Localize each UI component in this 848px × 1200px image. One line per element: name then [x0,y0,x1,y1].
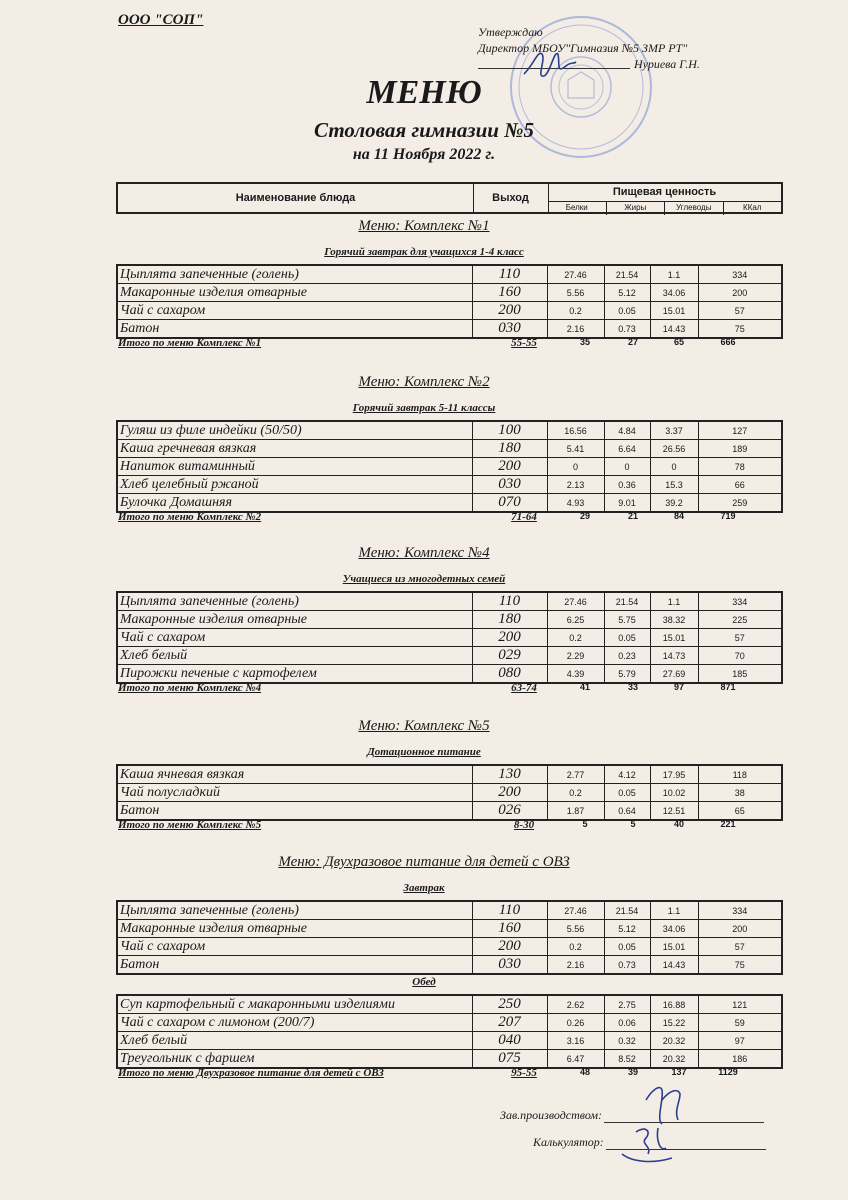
total-fat: 21 [627,511,638,521]
total-output: 95-55 [511,1067,537,1079]
total-kcal: 221 [720,819,736,829]
dish-carbs: 15.22 [650,1014,698,1032]
menu-group-title: Горячий завтрак 5-11 классы [352,402,496,414]
header-name: Наименование блюда [118,184,474,212]
total-fat: 39 [627,1067,638,1077]
total-label: Итого по меню Двухразовое питание для детей с ОВЗ [118,1067,384,1079]
dish-kcal: 200 [698,920,782,938]
dish-output: 030 [472,956,547,975]
total-kcal: 719 [720,511,736,521]
dish-name: Булочка Домашняя [117,494,472,513]
menu-table [116,994,783,1069]
table-row [117,802,782,821]
dish-kcal: 334 [698,901,782,920]
dish-protein: 6.25 [547,611,604,629]
approval-line-3: Нуриева Г.Н. [634,57,700,71]
total-label: Итого по меню Комплекс №5 [118,819,262,831]
table-row [117,647,782,665]
dish-fat: 0.32 [604,1032,650,1050]
menu-table [116,420,783,513]
menu-total [116,511,783,525]
dish-protein: 4.93 [547,494,604,513]
dish-fat: 21.54 [604,592,650,611]
dish-fat: 4.12 [604,765,650,784]
menu-group-title: Горячий завтрак для учащихся 1-4 класс [324,246,524,258]
dish-name: Батон [117,956,472,975]
total-output: 55-55 [511,337,537,349]
dish-fat: 5.12 [604,284,650,302]
total-label: Итого по меню Комплекс №4 [118,682,262,694]
menu-total [116,819,783,833]
dish-protein: 5.56 [547,284,604,302]
dish-carbs: 27.69 [650,665,698,684]
dish-name: Батон [117,802,472,821]
dish-fat: 0.05 [604,302,650,320]
total-kcal: 1129 [718,1067,738,1077]
dish-protein: 2.16 [547,956,604,975]
dish-carbs: 15.01 [650,938,698,956]
dish-output: 075 [472,1050,547,1069]
dish-name: Треугольник с фаршем [117,1050,472,1069]
dish-carbs: 34.06 [650,284,698,302]
page-title: МЕНЮ [366,74,482,111]
header-carbs: Углеводы [665,202,724,215]
dish-fat: 5.79 [604,665,650,684]
dish-fat: 21.54 [604,901,650,920]
table-row [117,476,782,494]
calculator-signature [612,1118,692,1168]
dish-protein: 3.16 [547,1032,604,1050]
dish-kcal: 225 [698,611,782,629]
total-label: Итого по меню Комплекс №1 [118,337,262,349]
table-row [117,1032,782,1050]
dish-kcal: 121 [698,995,782,1014]
dish-kcal: 38 [698,784,782,802]
dish-name: Хлеб белый [117,647,472,665]
dish-name: Макаронные изделия отварные [117,284,472,302]
header-kcal: ККал [743,203,762,212]
dish-carbs: 16.88 [650,995,698,1014]
dish-output: 130 [472,765,547,784]
table-row [117,938,782,956]
dish-fat: 0.05 [604,938,650,956]
dish-kcal: 185 [698,665,782,684]
dish-carbs: 1.1 [650,265,698,284]
dish-output: 200 [472,458,547,476]
dish-fat: 0.36 [604,476,650,494]
dish-name: Каша гречневая вязкая [117,440,472,458]
dish-output: 200 [472,302,547,320]
menu-group-title: Дотационное питание [367,746,481,758]
dish-kcal: 78 [698,458,782,476]
total-fat: 5 [630,819,636,829]
total-label: Итого по меню Комплекс №2 [118,511,262,523]
total-carbs: 40 [673,819,684,829]
dish-kcal: 57 [698,629,782,647]
dish-carbs: 3.37 [650,421,698,440]
dish-kcal: 66 [698,476,782,494]
table-row [117,1050,782,1069]
dish-carbs: 12.51 [650,802,698,821]
dish-name: Чай с сахаром [117,938,472,956]
table-row [117,629,782,647]
dish-fat: 0.73 [604,956,650,975]
dish-name: Цыплята запеченные (голень) [117,265,472,284]
dish-kcal: 59 [698,1014,782,1032]
dish-protein: 0.2 [547,302,604,320]
dish-kcal: 186 [698,1050,782,1069]
menu-table [116,764,783,821]
dish-output: 026 [472,802,547,821]
menu-date: на 11 Ноября 2022 г. [352,146,496,163]
total-fat: 33 [627,682,638,692]
approval-line-2: Директор МБОУ"Гимназия №5 ЗМР РТ" [478,41,688,55]
menu-table [116,591,783,684]
table-row [117,284,782,302]
total-protein: 29 [579,511,590,521]
dish-carbs: 39.2 [650,494,698,513]
total-protein: 41 [579,682,590,692]
dish-output: 200 [472,784,547,802]
dish-output: 029 [472,647,547,665]
organization-name: ООО "СОП" [118,12,204,28]
dish-protein: 0.2 [547,784,604,802]
menu-section-title: Меню: Комплекс №4 [358,545,490,561]
total-carbs: 84 [673,511,684,521]
menu-group-title: Завтрак [403,882,445,894]
dish-name: Макаронные изделия отварные [117,920,472,938]
dish-protein: 27.46 [547,592,604,611]
dish-fat: 5.75 [604,611,650,629]
dish-output: 250 [472,995,547,1014]
dish-protein: 0.2 [547,629,604,647]
total-carbs: 65 [673,337,684,347]
dish-kcal: 334 [698,592,782,611]
dish-output: 110 [472,901,547,920]
approval-line-1: Утверждаю [478,25,543,39]
dish-output: 070 [472,494,547,513]
dish-carbs: 38.32 [650,611,698,629]
table-row [117,320,782,339]
total-kcal: 666 [720,337,736,347]
dish-name: Макаронные изделия отварные [117,611,472,629]
total-output: 8-30 [513,819,535,831]
dish-name: Чай полусладкий [117,784,472,802]
dish-protein: 0 [547,458,604,476]
dish-output: 030 [472,320,547,339]
table-row [117,920,782,938]
dish-carbs: 20.32 [650,1032,698,1050]
dish-output: 180 [472,611,547,629]
approval-block [478,24,700,72]
menu-section-title: Меню: Комплекс №2 [358,374,490,390]
header-protein: Белки [548,202,607,215]
dish-protein: 2.77 [547,765,604,784]
dish-kcal: 70 [698,647,782,665]
dish-protein: 5.56 [547,920,604,938]
dish-output: 080 [472,665,547,684]
total-carbs: 97 [673,682,684,692]
dish-output: 200 [472,938,547,956]
dish-name: Гуляш из филе индейки (50/50) [117,421,472,440]
dish-kcal: 259 [698,494,782,513]
dish-output: 040 [472,1032,547,1050]
dish-fat: 0.05 [604,784,650,802]
menu-total [116,337,783,351]
table-row [117,592,782,611]
dish-output: 207 [472,1014,547,1032]
dish-carbs: 14.43 [650,956,698,975]
total-protein: 5 [582,819,588,829]
dish-output: 100 [472,421,547,440]
dish-fat: 5.12 [604,920,650,938]
dish-fat: 0.64 [604,802,650,821]
dish-protein: 2.13 [547,476,604,494]
menu-total [116,1067,783,1081]
table-row [117,901,782,920]
table-row [117,265,782,284]
dish-kcal: 189 [698,440,782,458]
total-output: 63-74 [511,682,537,694]
dish-fat: 4.84 [604,421,650,440]
dish-name: Суп картофельный с макаронными изделиями [117,995,472,1014]
table-row [117,1014,782,1032]
menu-section-title: Меню: Комплекс №5 [358,718,490,734]
dish-protein: 2.16 [547,320,604,339]
total-protein: 35 [579,337,590,347]
dish-name: Чай с сахаром [117,629,472,647]
dish-name: Цыплята запеченные (голень) [117,592,472,611]
dish-protein: 4.39 [547,665,604,684]
dish-protein: 16.56 [547,421,604,440]
table-header [116,182,783,214]
footer-chef-label: Зав.производством: [500,1108,603,1122]
dish-fat: 0.23 [604,647,650,665]
dish-output: 160 [472,920,547,938]
table-row [117,494,782,513]
dish-output: 200 [472,629,547,647]
dish-kcal: 127 [698,421,782,440]
dish-carbs: 20.32 [650,1050,698,1069]
table-row [117,995,782,1014]
dish-kcal: 97 [698,1032,782,1050]
dish-fat: 0.06 [604,1014,650,1032]
dish-name: Цыплята запеченные (голень) [117,901,472,920]
dish-kcal: 200 [698,284,782,302]
dish-name: Пирожки печеные с картофелем [117,665,472,684]
dish-protein: 5.41 [547,440,604,458]
dish-output: 110 [472,265,547,284]
dish-kcal: 75 [698,956,782,975]
dish-name: Напиток витаминный [117,458,472,476]
table-row [117,611,782,629]
dish-carbs: 26.56 [650,440,698,458]
total-protein: 48 [579,1067,590,1077]
dish-name: Чай с сахаром с лимоном (200/7) [117,1014,472,1032]
menu-table [116,900,783,975]
dish-fat: 9.01 [604,494,650,513]
dish-carbs: 15.01 [650,629,698,647]
total-kcal: 871 [720,682,736,692]
table-row [117,784,782,802]
dish-carbs: 1.1 [650,901,698,920]
table-row [117,458,782,476]
menu-total [116,682,783,696]
table-row [117,765,782,784]
table-row [117,440,782,458]
dish-kcal: 57 [698,938,782,956]
dish-protein: 1.87 [547,802,604,821]
dish-carbs: 34.06 [650,920,698,938]
table-row [117,956,782,975]
menu-table [116,264,783,339]
menu-group-title: Учащиеся из многодетных семей [342,573,506,585]
dish-protein: 0.26 [547,1014,604,1032]
dish-name: Хлеб белый [117,1032,472,1050]
dish-protein: 27.46 [547,265,604,284]
dish-fat: 6.64 [604,440,650,458]
dish-carbs: 14.73 [650,647,698,665]
table-row [117,302,782,320]
dish-output: 110 [472,592,547,611]
header-output: Выход [473,184,549,212]
dish-carbs: 15.01 [650,302,698,320]
menu-section-title: Меню: Двухразовое питание для детей с ОВЗ [278,854,570,870]
menu-section-title: Меню: Комплекс №1 [358,218,490,234]
dish-protein: 0.2 [547,938,604,956]
dish-output: 180 [472,440,547,458]
dish-carbs: 1.1 [650,592,698,611]
dish-kcal: 75 [698,320,782,339]
dish-output: 160 [472,284,547,302]
dish-name: Хлеб целебный ржаной [117,476,472,494]
dish-carbs: 15.3 [650,476,698,494]
dish-carbs: 17.95 [650,765,698,784]
dish-name: Чай с сахаром [117,302,472,320]
total-carbs: 137 [671,1067,687,1077]
dish-kcal: 65 [698,802,782,821]
header-nutrition [548,184,781,212]
dish-output: 030 [472,476,547,494]
dish-carbs: 0 [650,458,698,476]
dish-name: Батон [117,320,472,339]
dish-fat: 8.52 [604,1050,650,1069]
dish-fat: 0.05 [604,629,650,647]
dish-fat: 21.54 [604,265,650,284]
page-subtitle: Столовая гимназии №5 [314,118,534,142]
dish-fat: 0.73 [604,320,650,339]
dish-kcal: 118 [698,765,782,784]
table-row [117,421,782,440]
dish-name: Каша ячневая вязкая [117,765,472,784]
header-fat: Жиры [607,202,666,215]
header-nutrition-title: Пищевая ценность [548,184,781,202]
dish-protein: 27.46 [547,901,604,920]
dish-protein: 2.62 [547,995,604,1014]
dish-kcal: 334 [698,265,782,284]
table-row [117,665,782,684]
dish-protein: 6.47 [547,1050,604,1069]
dish-carbs: 14.43 [650,320,698,339]
dish-fat: 2.75 [604,995,650,1014]
total-output: 71-64 [511,511,537,523]
menu-group-title: Обед [412,976,436,988]
dish-kcal: 57 [698,302,782,320]
total-fat: 27 [627,337,638,347]
dish-protein: 2.29 [547,647,604,665]
footer-calc-label: Калькулятор: [533,1135,604,1149]
dish-carbs: 10.02 [650,784,698,802]
dish-fat: 0 [604,458,650,476]
